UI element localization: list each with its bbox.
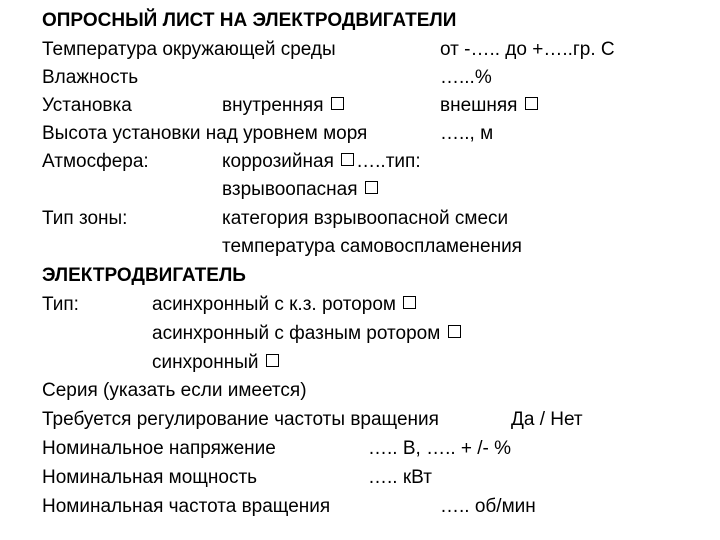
checkbox-icon[interactable] <box>525 97 538 110</box>
atmosphere-corrosive-option[interactable] <box>222 150 421 174</box>
atmosphere-explosive-label: взрывоопасная <box>222 179 358 200</box>
installation-external-label: внешняя <box>440 95 518 116</box>
atmosphere-corrosive-label: коррозийная <box>222 151 334 172</box>
type-wound-rotor-label: асинхронный с фазным ротором <box>152 323 441 344</box>
speed-regulation-choice[interactable]: Да / Нет <box>511 409 583 430</box>
atmosphere-type-label: …..тип: <box>356 151 421 172</box>
zone-type-label: Тип зоны: <box>42 208 128 229</box>
type-squirrel-cage-label: асинхронный с к.з. ротором <box>152 294 396 315</box>
type-synchronous-label: синхронный <box>152 352 259 373</box>
rated-power-value: ….. кВт <box>368 467 432 488</box>
rated-voltage-value: ….. В, ….. + /- % <box>368 438 512 459</box>
temperature-label: Температура окружающей среды <box>42 39 336 60</box>
rated-voltage-label: Номинальное напряжение <box>42 438 276 459</box>
rated-speed-value: ….. об/мин <box>440 496 536 517</box>
type-wound-rotor-option[interactable] <box>152 322 463 346</box>
checkbox-icon[interactable] <box>341 153 354 166</box>
checkbox-icon[interactable] <box>448 325 461 338</box>
speed-regulation-label: Требуется регулирование частоты вращения <box>42 409 439 430</box>
checkbox-icon[interactable] <box>403 296 416 309</box>
atmosphere-label: Атмосфера: <box>42 151 149 172</box>
type-squirrel-cage-option[interactable] <box>152 293 418 317</box>
installation-label: Установка <box>42 95 132 116</box>
humidity-value: …...% <box>440 67 492 88</box>
humidity-label: Влажность <box>42 67 139 88</box>
motor-type-label: Тип: <box>42 294 79 315</box>
document-title: ОПРОСНЫЙ ЛИСТ НА ЭЛЕКТРОДВИГАТЕЛИ <box>42 10 457 31</box>
installation-external-option[interactable] <box>440 94 540 118</box>
motor-section-title: ЭЛЕКТРОДВИГАТЕЛЬ <box>42 265 246 286</box>
zone-autoignition-label: температура самовоспламенения <box>222 236 522 257</box>
checkbox-icon[interactable] <box>331 97 344 110</box>
installation-internal-option[interactable] <box>222 94 346 118</box>
checkbox-icon[interactable] <box>266 354 279 367</box>
rated-power-label: Номинальная мощность <box>42 467 258 488</box>
installation-internal-label: внутренняя <box>222 95 324 116</box>
zone-category-label: категория взрывоопасной смеси <box>222 208 509 229</box>
altitude-value: ….., м <box>440 123 494 144</box>
series-label: Серия (указать если имеется) <box>42 380 307 401</box>
rated-speed-label: Номинальная частота вращения <box>42 496 331 517</box>
checkbox-icon[interactable] <box>365 181 378 194</box>
type-synchronous-option[interactable] <box>152 351 281 375</box>
temperature-value: от -….. до +…..гр. С <box>440 39 615 60</box>
altitude-label: Высота установки над уровнем моря <box>42 123 368 144</box>
atmosphere-explosive-option[interactable] <box>222 178 380 202</box>
